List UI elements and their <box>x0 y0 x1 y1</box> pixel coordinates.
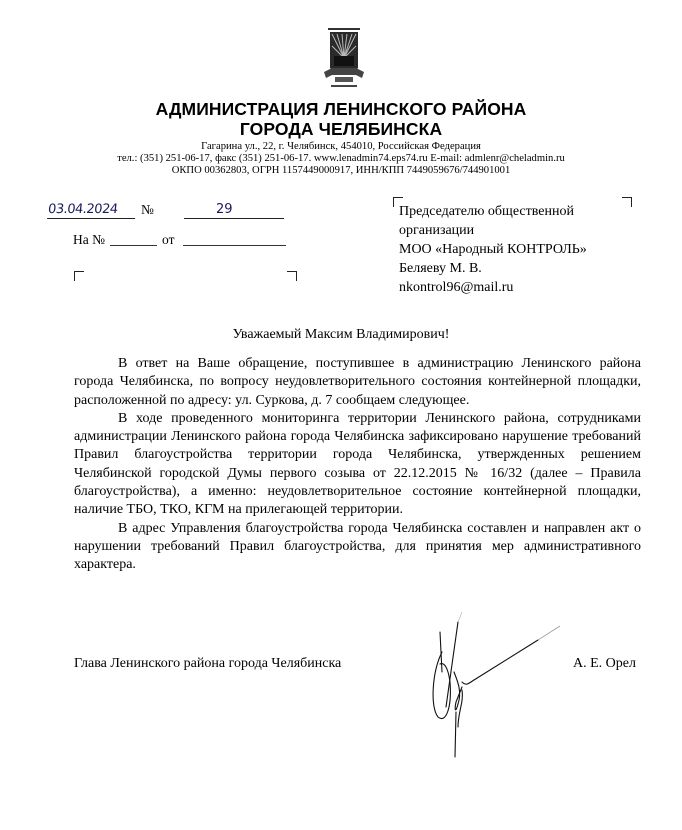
addressee-line: организации <box>399 223 475 238</box>
addressee-line: Беляеву М. В. <box>399 261 482 276</box>
organization-contacts: тел.: (351) 251-06-17, факс (351) 251-06-17. www.lenadmin74.eps74.ru E-mail: admlenr@cheladmin.ru <box>117 153 565 164</box>
outgoing-number: 29 <box>216 202 233 217</box>
body-paragraph: В адрес Управления благоустройства города Челябинска составлен и направлен акт о нарушении требований Правил благоустройства, для принятия мер административного характера. <box>74 520 641 573</box>
outgoing-number-label: № <box>141 202 154 217</box>
organization-name-line2: ГОРОДА ЧЕЛЯБИНСКА <box>239 119 443 139</box>
addressee-line: МОО «Народный КОНТРОЛЬ» <box>399 242 587 257</box>
coat-of-arms-icon <box>322 28 366 94</box>
subject-corner-mark-left <box>74 271 84 281</box>
signatory-name: А. Е. Орел <box>573 656 636 671</box>
body-paragraph: В ответ на Ваше обращение, поступившее в администрацию Ленинского района города Челябинска, по вопросу неудовлетворительного состояния контейнерной площадки, расположенной по адресу: ул. Суркова, д. 7 сообщаем следующее. <box>74 356 641 408</box>
outgoing-date: 03.04.2024 <box>47 201 137 219</box>
organization-name-line1: АДМИНИСТРАЦИЯ ЛЕНИНСКОГО РАЙОНА <box>155 99 527 119</box>
handwritten-signature-icon <box>428 612 568 772</box>
addressee-line: Председателю общественной <box>399 204 574 219</box>
salutation: Уважаемый Максим Владимирович! <box>232 327 450 342</box>
organization-codes: ОКПО 00362803, ОГРН 1157449000917, ИНН/КПП 7449059676/744901001 <box>171 165 511 176</box>
letter-body <box>74 355 641 575</box>
reply-to-date-blank <box>183 245 286 246</box>
addressee-email: nkontrol96@mail.ru <box>399 280 514 295</box>
outgoing-number-field <box>184 201 284 219</box>
addressee-corner-mark-right <box>622 197 632 207</box>
body-paragraph: В ходе проведенного мониторинга территории Ленинского района, сотрудниками администрации Ленинского района города Челябинска зафиксировано нарушение требований Правил благоустройства территории города Челябинска, утвержденных решением Челябинской городской Думы первого созыва от 22.12.2015 № 16/32 (далее – Правила благоустройства), а именно: неудовлетворительное состояние контейнерной площадки, наличие ТБО, ТКО, КГМ на прилегающей территории. <box>74 410 641 518</box>
signatory-title: Глава Ленинского района города Челябинска <box>74 656 342 671</box>
reply-to-date-label: от <box>162 232 175 247</box>
subject-corner-mark-right <box>287 271 297 281</box>
organization-address: Гагарина ул., 22, г. Челябинск, 454010, Российская Федерация <box>201 141 481 152</box>
reply-to-number-blank <box>110 245 157 246</box>
reply-to-number-label: На № <box>73 232 105 247</box>
addressee-block <box>399 202 587 297</box>
